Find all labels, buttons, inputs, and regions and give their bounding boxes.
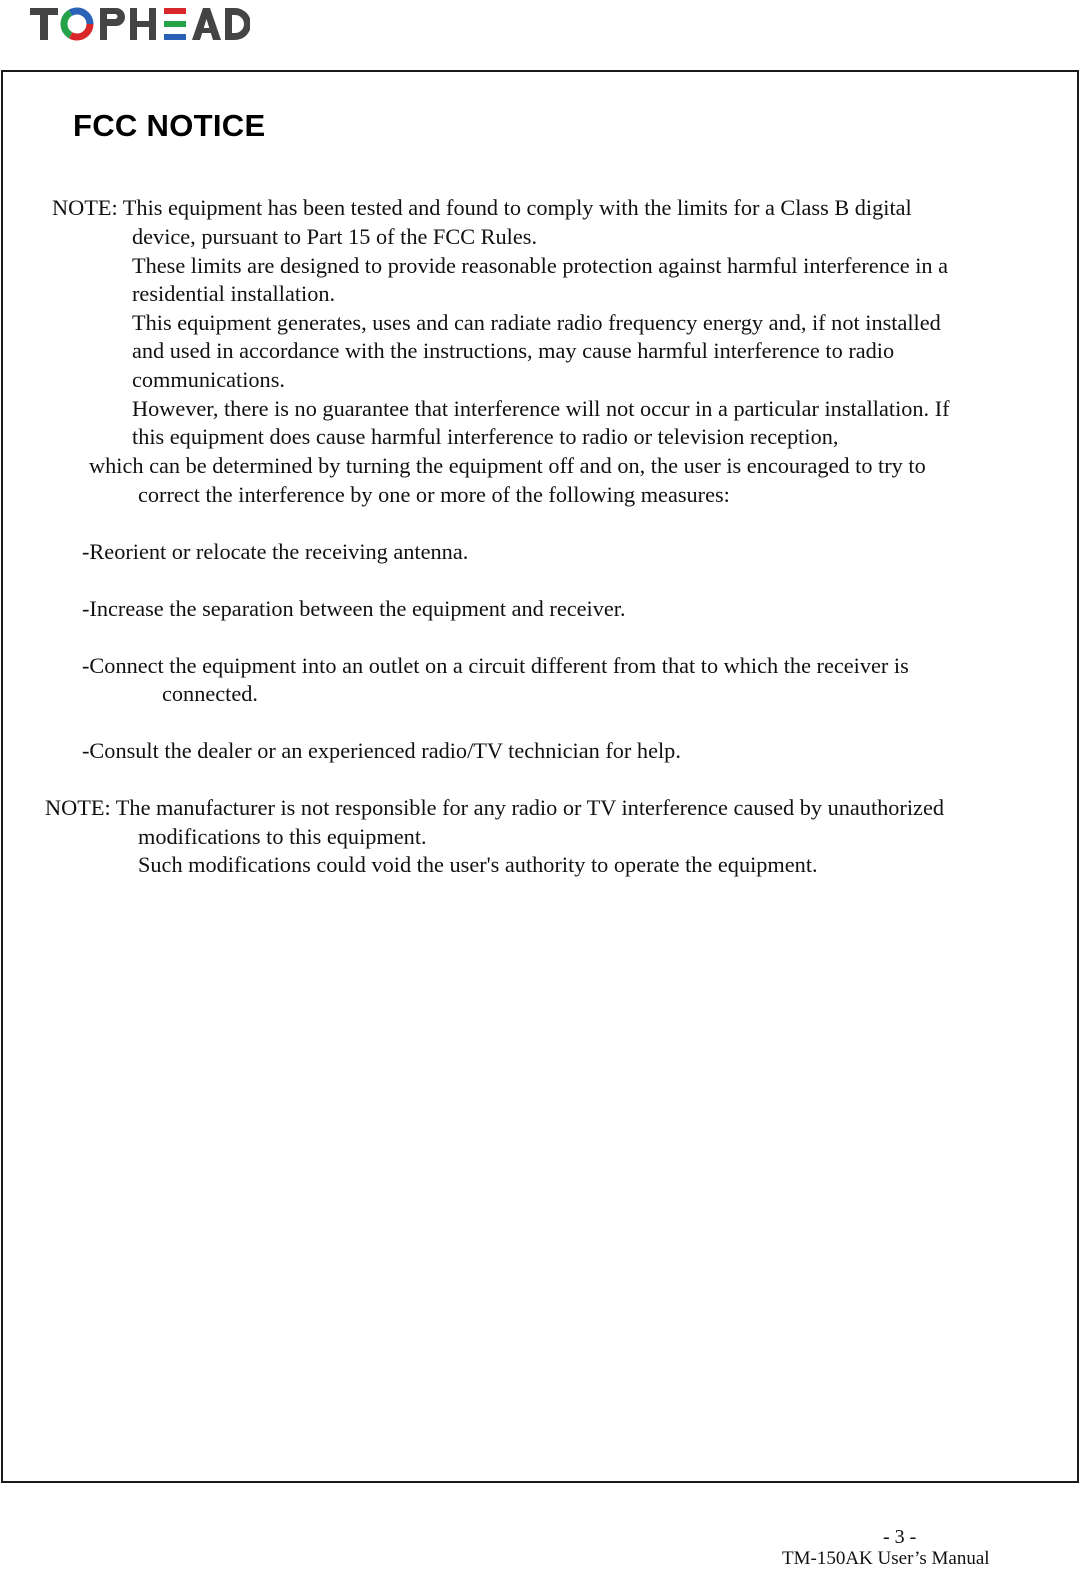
para2-line-3: Such modifications could void the user's authority to operate the equipment. (138, 852, 818, 877)
para1-line-10: which can be determined by turning the equipment off and on, the user is encouraged to try to (89, 453, 926, 478)
manual-name: TM-150AK User’s Manual (782, 1548, 990, 1569)
para1-line-11: correct the interference by one or more of the following measures: (138, 482, 730, 507)
tophead-logo-text (250, 2, 251, 3)
measure-increase-separation: -Increase the separation between the equipment and receiver. (82, 596, 626, 621)
para1-line-1: NOTE: This equipment has been tested and found to comply with the limits for a Class B digital (52, 195, 912, 220)
para1-line-4: residential installation. (132, 281, 336, 306)
para2-line-2: modifications to this equipment. (138, 824, 427, 849)
para1-line-5: This equipment generates, uses and can radiate radio frequency energy and, if not installed (132, 310, 941, 335)
fcc-notice-title: FCC NOTICE (73, 108, 266, 143)
para1-line-7: communications. (132, 367, 285, 392)
para1-line-9: this equipment does cause harmful interference to radio or television reception, (132, 424, 839, 449)
measure-connect-outlet-cont: connected. (162, 681, 258, 706)
measure-consult-dealer: -Consult the dealer or an experienced radio/TV technician for help. (82, 738, 681, 763)
para1-line-6: and used in accordance with the instructions, may cause harmful interference to radio (132, 338, 895, 363)
page-number: - 3 - (883, 1526, 917, 1548)
measure-reorient: -Reorient or relocate the receiving antenna. (82, 539, 469, 564)
measure-connect-outlet: -Connect the equipment into an outlet on a circuit different from that to which the receiver is (82, 653, 909, 678)
para1-line-2: device, pursuant to Part 15 of the FCC Rules. (132, 224, 538, 249)
para1-line-8: However, there is no guarantee that interference will not occur in a particular installation. If (132, 396, 950, 421)
tophead-logo-graphic (30, 2, 250, 46)
para1-line-3: These limits are designed to provide reasonable protection against harmful interference in a (132, 253, 949, 278)
tophead-logo (30, 2, 250, 46)
fcc-notice-frame (1, 70, 1079, 1483)
para2-line-1: NOTE: The manufacturer is not responsible for any radio or TV interference caused by unauthorized (45, 795, 944, 820)
